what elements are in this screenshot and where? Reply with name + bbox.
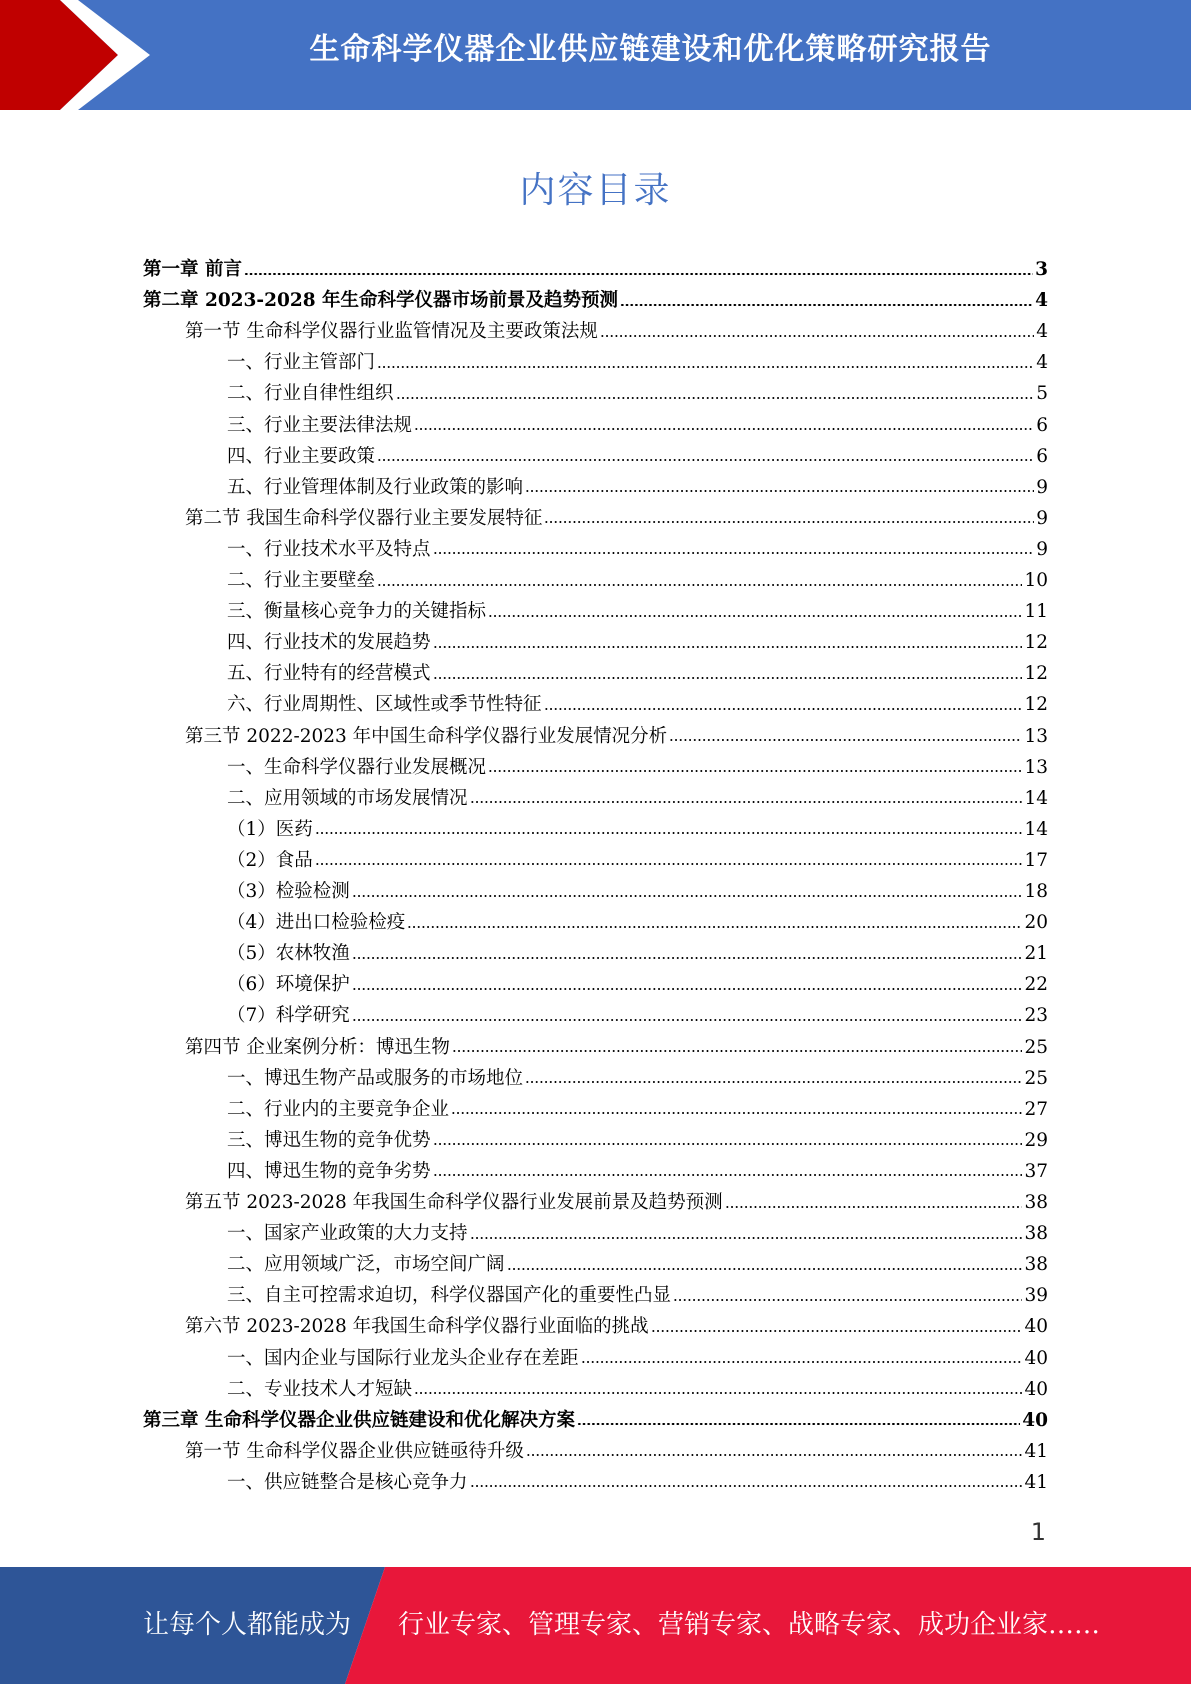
toc-entry-title: 二、应用领域的市场发展情况 (227, 787, 468, 809)
toc-entry-title: （2）食品 (227, 849, 313, 871)
toc-entry-page: 38 (1024, 1254, 1048, 1276)
toc-entry-title: （5）农林牧渔 (227, 943, 350, 965)
toc-entry[interactable] (227, 1280, 1048, 1311)
toc-dot-leader (470, 1485, 1023, 1487)
toc-entry-page: 38 (1024, 1192, 1048, 1213)
toc-entry-title: 三、自主可控需求迫切，科学仪器国产化的重要性凸显 (227, 1285, 672, 1307)
toc-entry-page: 4 (1035, 290, 1048, 312)
toc-entry-page: 9 (1036, 507, 1048, 529)
toc-entry-page: 14 (1024, 787, 1048, 809)
toc-entry-page: 14 (1024, 818, 1048, 840)
toc-entry-title: 三、衡量核心竞争力的关键指标 (227, 601, 487, 623)
toc-dot-leader (600, 335, 1034, 337)
toc-entry-page: 38 (1024, 1223, 1048, 1245)
toc-entry-page: 9 (1036, 538, 1048, 560)
toc-entry[interactable] (227, 1156, 1048, 1187)
toc-entry-page: 4 (1036, 321, 1048, 343)
toc-dot-leader (377, 584, 1022, 586)
toc-entry-page: 21 (1024, 943, 1048, 965)
toc-entry-title: 一、行业技术水平及特点 (227, 538, 431, 560)
toc-entry[interactable] (227, 378, 1048, 409)
footer-banner (0, 1567, 1191, 1684)
toc-entry[interactable] (227, 1374, 1048, 1405)
report-title: 生命科学仪器企业供应链建设和优化策略研究报告 (309, 32, 992, 67)
header-banner (0, 0, 1191, 110)
toc-entry-page: 41 (1024, 1440, 1048, 1462)
toc-entry-title: 五、行业特有的经营模式 (227, 663, 431, 685)
toc-dot-leader (525, 1081, 1022, 1083)
toc-entry-title: 一、国内企业与国际行业龙头企业存在差距 (227, 1347, 579, 1369)
toc-entry-page: 9 (1036, 476, 1048, 498)
toc-entry-title: （1）医药 (227, 818, 313, 840)
toc-entry-title: 第六节 2023-2028 年我国生命科学仪器行业面临的挑战 (185, 1316, 649, 1338)
toc-entry[interactable] (227, 1467, 1048, 1498)
toc-entry[interactable] (227, 565, 1048, 596)
toc-entry[interactable] (227, 1249, 1048, 1280)
toc-entry-page: 40 (1024, 1347, 1048, 1369)
toc-dot-leader (377, 366, 1034, 368)
toc-entry-page: 23 (1024, 1005, 1048, 1027)
toc-entry-page: 25 (1024, 1067, 1048, 1089)
toc-dot-leader (725, 1206, 1023, 1208)
toc-dot-leader (433, 677, 1023, 679)
footer-slogan-left: 让每个人都能成为 (143, 1610, 352, 1640)
toc-entry[interactable] (227, 472, 1048, 503)
toc-entry-page: 40 (1024, 1316, 1048, 1338)
toc-entry-title: 二、行业内的主要竞争企业 (227, 1098, 450, 1120)
toc-dot-leader (352, 895, 1023, 897)
toc-entry-page: 10 (1024, 570, 1048, 591)
toc-entry-title: 四、行业主要政策 (227, 445, 376, 467)
toc-entry[interactable] (185, 316, 1048, 347)
toc-dot-leader (544, 521, 1034, 523)
toc-entry[interactable] (227, 814, 1048, 845)
toc-dot-leader (414, 428, 1034, 430)
toc-entry-page: 20 (1024, 912, 1048, 934)
toc-entry-page: 5 (1036, 383, 1048, 405)
toc-dot-leader (470, 1237, 1023, 1239)
toc-dot-leader (673, 1299, 1022, 1301)
toc-dot-leader (669, 739, 1022, 741)
toc-entry-title: 第一章 前言 (143, 259, 242, 280)
toc-entry-page: 25 (1024, 1036, 1048, 1058)
toc-dot-leader (433, 646, 1023, 648)
toc-entry[interactable] (227, 596, 1048, 627)
toc-entry[interactable] (143, 254, 1048, 285)
toc-dot-leader (315, 863, 1023, 865)
toc-entry-title: 三、行业主要法律法规 (227, 414, 413, 436)
toc-dot-leader (488, 615, 1022, 617)
toc-entry[interactable] (227, 1125, 1048, 1156)
toc-entry-page: 13 (1024, 725, 1048, 747)
toc-entry[interactable] (227, 876, 1048, 907)
toc-entry-page: 27 (1024, 1098, 1048, 1120)
toc-entry-page: 12 (1024, 694, 1048, 716)
toc-entry-page: 39 (1024, 1285, 1048, 1307)
toc-entry[interactable] (185, 1187, 1048, 1218)
toc-dot-leader (433, 1143, 1023, 1145)
toc-entry[interactable] (227, 938, 1048, 969)
toc-dot-leader (507, 1268, 1023, 1270)
toc-entry[interactable] (227, 658, 1048, 689)
toc-entry[interactable] (227, 534, 1048, 565)
toc-dot-leader (352, 1019, 1023, 1021)
toc-dot-leader (488, 770, 1022, 772)
toc-entry[interactable] (185, 721, 1048, 752)
toc-entry-title: （4）进出口检验检疫 (227, 912, 406, 934)
toc-entry-title: 二、应用领域广泛，市场空间广阔 (227, 1254, 505, 1276)
toc-dot-leader (414, 1392, 1022, 1394)
toc-entry-page: 22 (1024, 974, 1048, 996)
toc-entry-title: 五、行业管理体制及行业政策的影响 (227, 476, 524, 498)
toc-entry[interactable] (185, 503, 1048, 534)
toc-dot-leader (581, 1361, 1023, 1363)
toc-entry-page: 29 (1024, 1129, 1048, 1151)
toc-entry[interactable] (227, 1000, 1048, 1031)
toc-dot-leader (433, 552, 1035, 554)
toc-entry-page: 41 (1024, 1471, 1048, 1493)
toc-entry-title: 一、博迅生物产品或服务的市场地位 (227, 1067, 524, 1089)
toc-dot-leader (577, 1423, 1020, 1425)
toc-dot-leader (315, 832, 1023, 834)
toc-entry-title: 第一节 生命科学仪器企业供应链亟待升级 (185, 1440, 524, 1462)
toc-entry-title: 第一节 生命科学仪器行业监管情况及主要政策法规 (185, 321, 598, 343)
toc-entry[interactable] (227, 907, 1048, 938)
toc-dot-leader (526, 1454, 1023, 1456)
toc-entry-title: 二、行业自律性组织 (227, 383, 394, 405)
toc-entry-title: 一、行业主管部门 (227, 352, 376, 374)
toc-entry-title: 第三章 生命科学仪器企业供应链建设和优化解决方案 (143, 1409, 575, 1431)
toc-entry[interactable] (227, 627, 1048, 658)
toc-entry-title: 一、生命科学仪器行业发展概况 (227, 756, 487, 778)
toc-entry-page: 40 (1022, 1409, 1048, 1431)
toc-entry-page: 6 (1036, 414, 1048, 436)
toc-entry[interactable] (227, 689, 1048, 720)
toc-entry-title: 二、行业主要壁垒 (227, 570, 376, 591)
toc-entry-page: 4 (1036, 352, 1048, 374)
toc-entry-page: 12 (1024, 632, 1048, 654)
toc-entry-title: 第二节 我国生命科学仪器行业主要发展特征 (185, 507, 543, 529)
toc-dot-leader (620, 304, 1033, 306)
toc-entry[interactable] (143, 285, 1048, 316)
toc-entry-page: 37 (1024, 1160, 1048, 1182)
toc-entry-page: 40 (1024, 1378, 1048, 1400)
toc-entry-title: 第五节 2023-2028 年我国生命科学仪器行业发展前景及趋势预测 (185, 1192, 723, 1213)
toc-entry[interactable] (227, 845, 1048, 876)
toc-entry[interactable] (227, 441, 1048, 472)
toc-entry[interactable] (227, 1063, 1048, 1094)
toc-entry-page: 17 (1024, 849, 1048, 871)
page-number: 1 (1030, 1518, 1046, 1546)
toc-dot-leader (651, 1330, 1023, 1332)
toc-entry-page: 11 (1024, 601, 1048, 623)
toc-entry[interactable] (185, 1311, 1048, 1342)
toc-entry[interactable] (227, 1343, 1048, 1374)
toc-entry-title: 第三节 2022-2023 年中国生命科学仪器行业发展情况分析 (185, 725, 668, 747)
toc-entry-title: 二、专业技术人才短缺 (227, 1378, 413, 1400)
toc-entry-title: 三、博迅生物的竞争优势 (227, 1129, 431, 1151)
toc-entry[interactable] (227, 783, 1048, 814)
toc-entry[interactable] (185, 1032, 1048, 1063)
toc-entry[interactable] (227, 347, 1048, 378)
toc-dot-leader (451, 1112, 1022, 1114)
toc-dot-leader (407, 926, 1022, 928)
toc-dot-leader (396, 397, 1035, 399)
toc-entry-page: 6 (1036, 445, 1048, 467)
toc-dot-leader (525, 490, 1034, 492)
toc-entry-title: 四、行业技术的发展趋势 (227, 632, 431, 654)
toc-entry[interactable] (227, 410, 1048, 441)
toc-title: 内容目录 (519, 170, 672, 211)
toc-entry-title: 一、国家产业政策的大力支持 (227, 1223, 468, 1245)
toc-entry[interactable] (227, 969, 1048, 1000)
toc-entry-page: 3 (1035, 259, 1048, 280)
toc-entry[interactable] (185, 1436, 1048, 1467)
toc-entry-title: 第二章 2023-2028 年生命科学仪器市场前景及趋势预测 (143, 290, 619, 312)
toc-dot-leader (544, 708, 1023, 710)
toc-entry-title: 四、博迅生物的竞争劣势 (227, 1160, 431, 1182)
toc-entry[interactable] (227, 1094, 1048, 1125)
toc-dot-leader (433, 1174, 1023, 1176)
footer-slogan-right: 行业专家、管理专家、营销专家、战略专家、成功企业家…… (398, 1610, 1101, 1640)
toc-entry[interactable] (143, 1405, 1048, 1436)
toc-dot-leader (352, 957, 1023, 959)
toc-entry-page: 12 (1024, 663, 1048, 685)
toc-dot-leader (352, 988, 1023, 990)
toc-dot-leader (452, 1050, 1023, 1052)
toc-entry[interactable] (227, 1218, 1048, 1249)
toc-dot-leader (470, 801, 1023, 803)
toc-dot-leader (377, 459, 1034, 461)
toc-dot-leader (244, 273, 1033, 275)
toc-entry-title: （3）检验检测 (227, 881, 350, 902)
toc-entry[interactable] (227, 752, 1048, 783)
toc-entry-title: （7）科学研究 (227, 1005, 350, 1027)
toc-entry-page: 13 (1024, 756, 1048, 778)
toc-entry-page: 18 (1024, 881, 1048, 902)
toc-entry-title: （6）环境保护 (227, 974, 350, 996)
toc-entry-title: 六、行业周期性、区域性或季节性特征 (227, 694, 542, 716)
toc-entry-title: 第四节 企业案例分析：博迅生物 (185, 1036, 450, 1058)
toc-entry-title: 一、供应链整合是核心竞争力 (227, 1471, 468, 1493)
